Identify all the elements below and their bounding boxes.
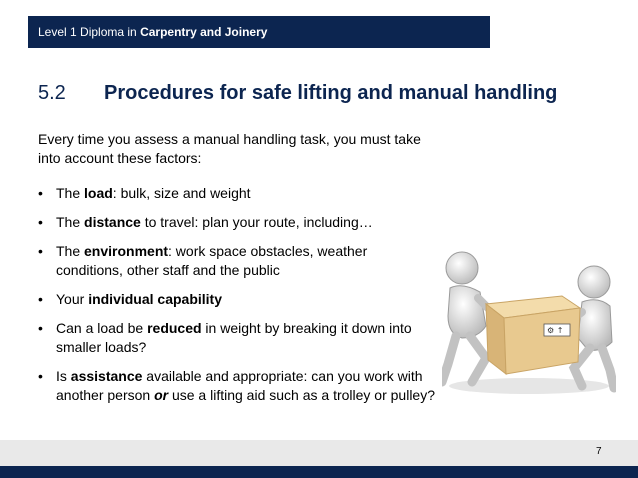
section-number: 5.2	[38, 82, 66, 104]
bullet-icon: •	[38, 291, 43, 307]
footer-bar	[0, 466, 638, 478]
bullet-distance: • The distance to travel: plan your route, including…	[38, 214, 373, 230]
svg-text:⚙ ↑: ⚙ ↑	[547, 326, 564, 335]
header-text	[38, 25, 267, 39]
bullet-icon: •	[38, 243, 43, 259]
bullet-list	[38, 184, 438, 415]
two-figures-lifting-box-illustration	[442, 246, 616, 396]
bullet-load: • The load: bulk, size and weight	[38, 185, 251, 201]
intro-text: Every time you assess a manual handling task, you must take into account these factors:	[38, 131, 421, 166]
bullet-environment: • The environment: work space obstacles, weather conditions, other staff and the public	[38, 243, 368, 278]
header-course: Carpentry and Joinery	[140, 25, 268, 39]
page-number: 7	[596, 446, 602, 457]
footer-band	[0, 440, 638, 466]
bullet-assistance: • Is assistance available and appropriate: can you work with another person or use a lifting aid such as a trolley or pulley?	[38, 368, 436, 403]
bullet-icon: •	[38, 214, 43, 230]
bullet-reduced: • Can a load be reduced in weight by breaking it down into smaller loads?	[38, 320, 412, 355]
cardboard-box	[486, 296, 580, 374]
header-bar	[28, 16, 490, 48]
bullet-icon: •	[38, 185, 43, 201]
slide-title	[38, 82, 557, 105]
bullet-capability: • Your individual capability	[38, 291, 222, 307]
bullet-icon: •	[38, 368, 43, 384]
header-prefix: Level 1 Diploma in	[38, 25, 141, 39]
bullet-icon: •	[38, 320, 43, 336]
title-text: Procedures for safe lifting and manual handling	[104, 82, 558, 104]
